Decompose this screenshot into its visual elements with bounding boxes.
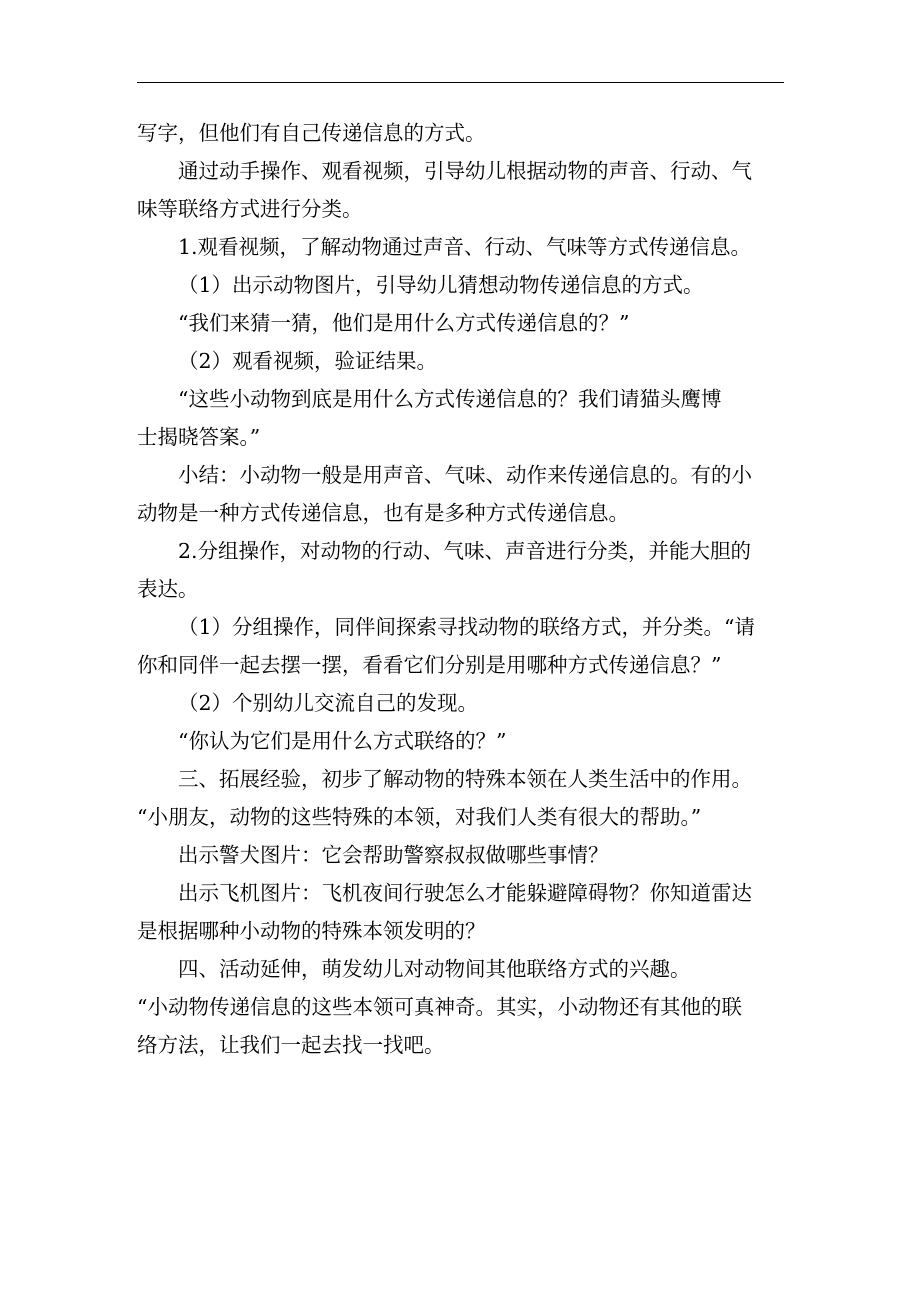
section-heading-line: 三、拓展经验，初步了解动物的特殊本领在人类生活中的作用。 — [178, 767, 752, 791]
paragraph-line: “小朋友，动物的这些特殊的本领，对我们人类有很大的帮助。” — [137, 805, 702, 829]
paragraph-line: 络方法，让我们一起去找一找吧。 — [137, 1033, 445, 1057]
paragraph-line: 小结：小动物一般是用声音、气味、动作来传递信息的。有的小 — [178, 463, 752, 487]
paragraph-line: 出示警犬图片：它会帮助警察叔叔做哪些事情？ — [178, 843, 609, 867]
paragraph-line: 表达。 — [137, 577, 199, 601]
paragraph-line: （2）观看视频，验证结果。 — [178, 349, 438, 373]
paragraph-line: “小动物传递信息的这些本领可真神奇。其实，小动物还有其他的联 — [137, 995, 742, 1019]
paragraph-line: 1.观看视频，了解动物通过声音、行动、气味等方式传递信息。 — [178, 235, 752, 259]
header-rule — [137, 82, 784, 83]
paragraph-line: 通过动手操作、观看视频，引导幼儿根据动物的声音、行动、气 — [178, 159, 752, 183]
paragraph-line: （1）出示动物图片，引导幼儿猜想动物传递信息的方式。 — [178, 273, 704, 297]
paragraph-line: 味等联络方式进行分类。 — [137, 197, 363, 221]
paragraph-line: （1）分组操作，同伴间探索寻找动物的联络方式，并分类。“请 — [178, 615, 756, 639]
paragraph-line: 你和同伴一起去摆一摆，看看它们分别是用哪种方式传递信息？” — [137, 653, 722, 677]
paragraph-line: 是根据哪种小动物的特殊本领发明的？ — [137, 919, 486, 943]
document-body — [137, 114, 787, 1064]
paragraph-line: “我们来猜一猜，他们是用什么方式传递信息的？” — [178, 311, 630, 335]
paragraph-line: “你认为它们是用什么方式联络的？” — [178, 729, 507, 753]
paragraph-line: “这些小动物到底是用什么方式传递信息的？我们请猫头鹰博 — [178, 387, 722, 411]
paragraph-line: 写字，但他们有自己传递信息的方式。 — [137, 121, 486, 145]
paragraph-line: （2）个别幼儿交流自己的发现。 — [178, 691, 479, 715]
section-heading-line: 四、活动延伸，萌发幼儿对动物间其他联络方式的兴趣。 — [178, 957, 691, 981]
paragraph-line: 2.分组操作，对动物的行动、气味、声音进行分类，并能大胆的 — [178, 539, 752, 563]
paragraph-line: 出示飞机图片：飞机夜间行驶怎么才能躲避障碍物？你知道雷达 — [178, 881, 752, 905]
paragraph-line: 士揭晓答案。” — [137, 425, 261, 449]
paragraph-line: 动物是一种方式传递信息，也有是多种方式传递信息。 — [137, 501, 629, 525]
